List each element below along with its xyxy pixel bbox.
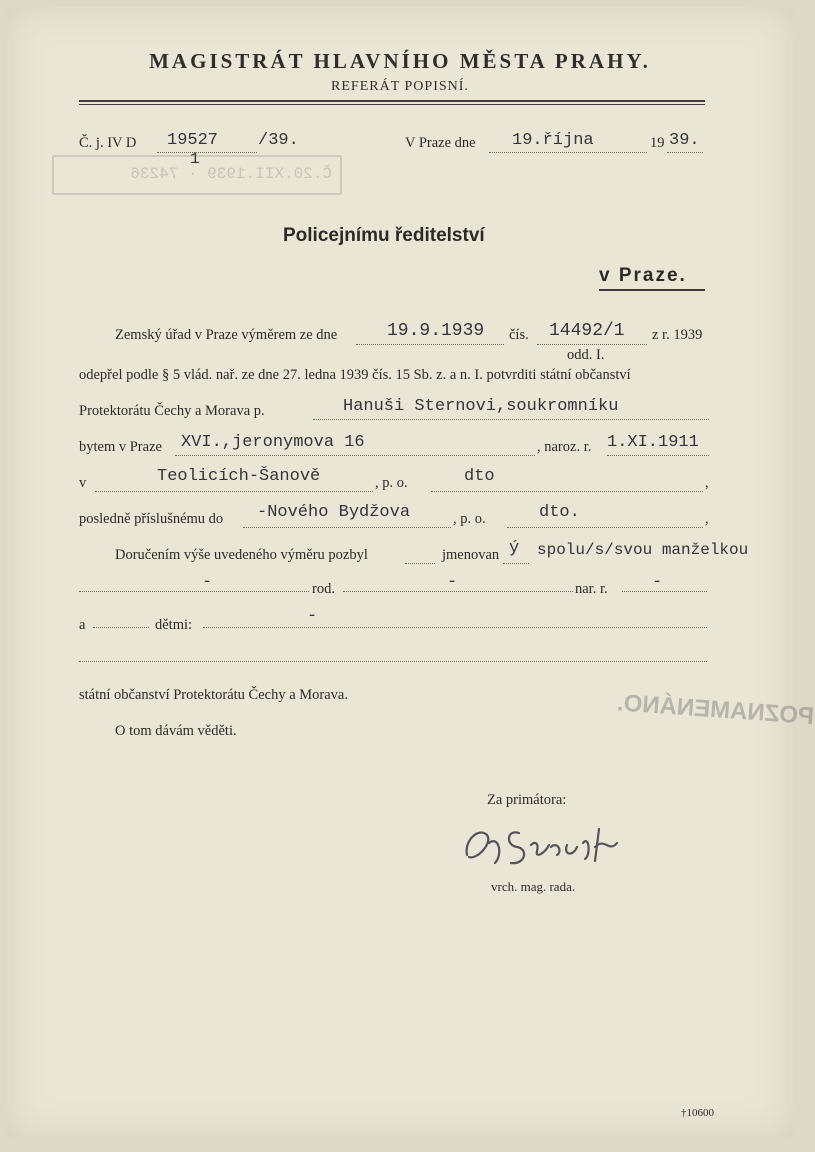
rod-dash: - bbox=[447, 573, 458, 592]
addressee-line2: v Praze. bbox=[599, 265, 687, 286]
signature-for-label: Za primátora: bbox=[487, 792, 567, 808]
po-label-2: , p. o. bbox=[453, 511, 486, 527]
decree-year: z r. 1939 bbox=[652, 327, 703, 343]
domicile-po: dto. bbox=[539, 503, 580, 522]
date-label: V Praze dne bbox=[405, 135, 476, 151]
rod-label: rod. bbox=[312, 581, 335, 597]
person-name: Hanuši Sternovi,soukromníku bbox=[343, 397, 619, 416]
detmi-label: dětmi: bbox=[155, 617, 193, 633]
birth-date: 1.XI.1911 bbox=[607, 433, 699, 452]
ref-label: Č. j. IV D bbox=[79, 135, 137, 151]
footer-code: †10600 bbox=[681, 1107, 714, 1119]
ghost-stamp-right: POZNAMENÁNO. bbox=[616, 689, 815, 731]
po-label-1: , p. o. bbox=[375, 475, 408, 491]
dept-label: odd. I. bbox=[567, 347, 605, 363]
birthplace-po: dto bbox=[464, 467, 495, 486]
p1-text: Zemský úřad v Praze výměrem ze dne bbox=[115, 327, 338, 343]
doruc-label: Doručením výše uvedeného výměru pozbyl bbox=[115, 547, 368, 563]
ref-number: 19527 bbox=[167, 131, 219, 150]
closing-line1: státní občanství Protektorátu Čechy a Morava. bbox=[79, 687, 348, 703]
a-label: a bbox=[79, 617, 86, 633]
posledne-label: posledně příslušnému do bbox=[79, 511, 224, 527]
naroz-label: , naroz. r. bbox=[537, 439, 592, 455]
decree-number: 14492/1 bbox=[549, 321, 625, 341]
p3-text: Protektorátu Čechy a Morava p. bbox=[79, 403, 265, 419]
date-value: 19.října bbox=[512, 131, 594, 150]
bytem-label: bytem v Praze bbox=[79, 439, 162, 455]
date-year-suffix: 39. bbox=[669, 131, 700, 150]
narr-dash: - bbox=[652, 573, 663, 592]
jmenovan-suffix: ý bbox=[509, 539, 520, 558]
birthplace: Teolicích-Šanově bbox=[157, 467, 321, 486]
document-page: Č.20.XII.1939 · 74236 POZNAMENÁNO. MAGISTRÁT HLAVNÍHO MĚSTA PRAHY. REFERÁT POPISNÍ. Č. j. IV D 19527 1 /39. V Praze dne 19.října 19 39. Policejnímu ředitelství v Praze. Zemský úřad v Praze výměrem ze dne 19.9.1939 čís. 14492/1 z r. 1939 odd. I. odepřel podle § 5 vlád. nař. ze dne 27. ledna 1939 čís. 15 Sb. z. a n. I. potvrditi státní občanství Protektorátu Čechy a Morava p. Hanuši Sternovi,soukromníku bytem v Praze XVI.,jeronymova 16 , naroz. r. 1.XI.1911 v Teolicích-Šanově , p. o. dto , posledně příslušnému do -Nového Bydžova , p. o. dto. , Doručením výše uvedeného výměru pozbyl jmenovan ý spolu/s/svou manželkou - rod. - nar. r. - a dětmi: - státní občanství Protektorátu Čechy a Morava. O tom dávám věděti. Za primátora: vrch. mag. rada. †10600 bbox=[7, 7, 793, 1138]
address: XVI.,jeronymova 16 bbox=[181, 433, 365, 452]
letterhead-subtitle: REFERÁT POPISNÍ. bbox=[331, 79, 469, 94]
handwritten-signature bbox=[459, 815, 629, 875]
date-year-prefix: 19 bbox=[650, 135, 665, 151]
ghost-stamp-left: Č.20.XII.1939 · 74236 bbox=[52, 155, 342, 195]
header-rule-bottom bbox=[79, 104, 705, 105]
decree-date: 19.9.1939 bbox=[387, 321, 485, 341]
addressee-line1: Policejnímu ředitelství bbox=[283, 225, 485, 246]
ref-year: /39. bbox=[258, 131, 299, 150]
jmenovan-label: jmenovan bbox=[442, 547, 500, 563]
letterhead-title: MAGISTRÁT HLAVNÍHO MĚSTA PRAHY. bbox=[149, 49, 651, 73]
ref-sub: 1 bbox=[190, 150, 200, 168]
children-dash: - bbox=[307, 607, 318, 626]
signature-title: vrch. mag. rada. bbox=[491, 879, 576, 894]
v-label: v bbox=[79, 475, 87, 491]
p2-text: odepřel podle § 5 vlád. nař. ze dne 27. ledna 1939 čís. 15 Sb. z. a n. I. potvrditi státní občanství bbox=[79, 367, 631, 383]
closing-line2: O tom dávám věděti. bbox=[115, 723, 237, 739]
crossed-out-text: spolu/s/svou manželkou bbox=[537, 541, 749, 559]
domicile: -Nového Bydžova bbox=[257, 503, 411, 522]
addressee-underline bbox=[599, 289, 705, 291]
cis-label: čís. bbox=[509, 327, 529, 343]
narr-label: nar. r. bbox=[575, 581, 608, 597]
spouse-dash: - bbox=[202, 573, 213, 592]
header-rule-top bbox=[79, 100, 705, 102]
